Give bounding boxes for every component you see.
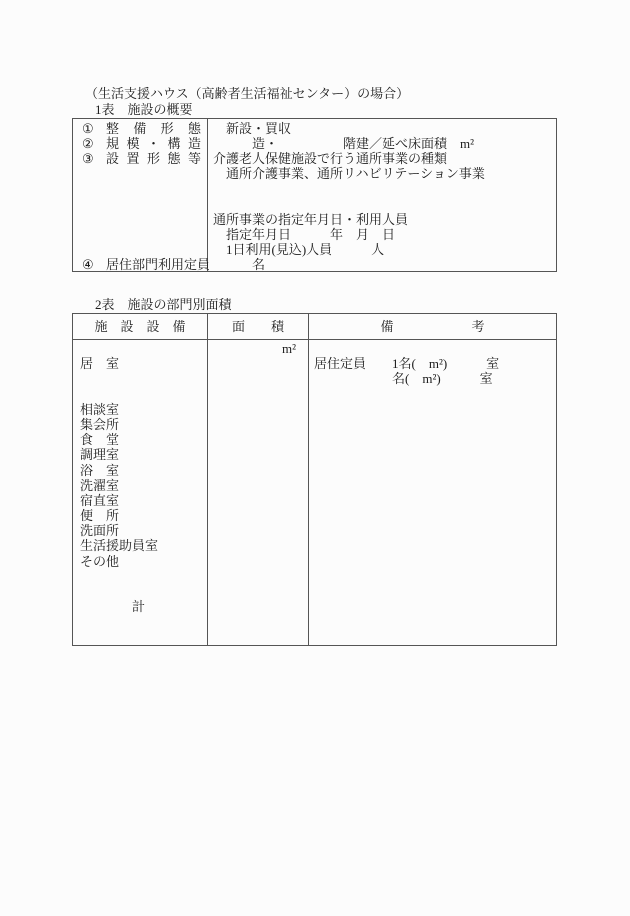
facility-line: 食 堂 — [80, 432, 120, 448]
remarks-line — [309, 584, 556, 599]
remarks-line — [309, 432, 556, 447]
circled-number: ① — [82, 121, 94, 136]
table1-value-line: 指定年月日 年 月 日 — [213, 226, 396, 242]
table2-caption: 2表 施設の部門別面積 — [95, 297, 232, 312]
facility-line: 浴 室 — [80, 462, 120, 478]
circled-number — [82, 166, 106, 181]
facility-line: その他 — [80, 553, 120, 569]
remarks-line — [309, 402, 556, 417]
table1-item-row — [73, 136, 207, 151]
facility-line: 便 所 — [80, 508, 120, 524]
facility-line — [80, 630, 207, 645]
remarks-line — [309, 599, 556, 614]
item-label: 規 模 ・ 構 造 — [106, 136, 201, 152]
facility-line — [80, 614, 207, 629]
item-label — [106, 166, 201, 181]
remarks-line — [309, 538, 556, 553]
remarks-line — [309, 630, 556, 645]
table1-item-row — [73, 212, 207, 227]
table2-remarks-column — [309, 340, 556, 645]
facility-line: 宿直室 — [80, 492, 120, 508]
table2-body — [73, 340, 556, 645]
circled-number — [82, 212, 106, 227]
facility-line: 調理室 — [80, 447, 120, 463]
facility-line: 洗面所 — [80, 523, 120, 539]
facility-line — [80, 569, 207, 584]
table1-item-row — [73, 227, 207, 242]
item-label — [106, 212, 201, 227]
table2-header-row — [73, 314, 556, 340]
document-title: （生活支援ハウス（高齢者生活福祉センター）の場合） — [85, 86, 410, 101]
table1-item-row — [73, 151, 207, 166]
circled-number — [82, 242, 106, 257]
facility-line: 洗濯室 — [80, 477, 120, 493]
remarks-line — [309, 508, 556, 523]
table1-value-line: 介護老人保健施設で行う通所事業の種類 — [213, 151, 448, 167]
table1-item-row — [73, 181, 207, 196]
remarks-line — [309, 478, 556, 493]
remarks-line — [309, 463, 556, 478]
table1-value-line: 新設・買収 — [213, 121, 292, 136]
remarks-line — [309, 417, 556, 432]
table1-caption: 1表 施設の概要 — [95, 102, 193, 117]
remarks-line — [309, 554, 556, 569]
facility-line — [80, 341, 207, 356]
circled-number — [82, 196, 106, 211]
item-label: 設 置 形 態 等 — [106, 151, 201, 167]
item-label — [106, 227, 201, 242]
remarks-line — [309, 493, 556, 508]
table1-item-row — [73, 166, 207, 181]
table1-value-column — [208, 119, 556, 271]
facility-line: 居 室 — [80, 356, 120, 372]
remarks-line — [309, 387, 556, 402]
circled-number: ③ — [82, 151, 94, 167]
remarks-line — [309, 614, 556, 629]
header-remarks: 備 考 — [380, 319, 485, 334]
item-label — [106, 242, 201, 257]
facility-line — [80, 371, 207, 386]
table1-facility-overview — [72, 118, 557, 272]
facility-line: 相談室 — [80, 401, 120, 417]
facility-total-line: 計 — [80, 599, 146, 615]
circled-number: ④ — [82, 256, 94, 272]
table1-item-row — [73, 121, 207, 136]
header-facility-equipment: 施 設 設 備 — [73, 314, 208, 339]
table1-value-line — [213, 196, 556, 211]
circled-number — [82, 181, 106, 196]
table2-area-column — [208, 340, 309, 645]
table1-value-line — [213, 181, 556, 196]
item-label: 整 備 形 態 — [106, 121, 201, 136]
table1-value-line: 名 — [213, 256, 266, 272]
facility-line: 集会所 — [80, 416, 120, 432]
remarks-line: 名( m²) 室 — [314, 371, 493, 387]
header-area: 面 積 — [208, 314, 309, 339]
table1-value-line: 通所介護事業、通所リハビリテーション事業 — [213, 166, 485, 182]
table2-facility-column — [73, 340, 208, 645]
table1-value-line: 通所事業の指定年月日・利用人員 — [213, 211, 409, 227]
remarks-line — [309, 523, 556, 538]
table1-item-column — [73, 119, 211, 272]
circled-number: ② — [82, 136, 94, 152]
table1-value-line: 造・ 階建／延べ床面積 m² — [213, 136, 475, 152]
item-label: 居住部門利用定員 — [106, 256, 211, 272]
table1-item-row — [73, 196, 207, 211]
facility-line: 生活援助員室 — [80, 538, 159, 554]
table2-department-area — [72, 313, 557, 646]
table1-value-line: 1日利用(見込)人員 人 — [213, 241, 385, 257]
item-label — [106, 196, 201, 211]
remarks-line — [309, 447, 556, 462]
item-label — [106, 181, 201, 196]
remarks-line — [309, 569, 556, 584]
table1-item-row — [73, 256, 211, 272]
area-unit-label: m² — [281, 341, 296, 356]
facility-line — [80, 584, 207, 599]
table1-item-row — [73, 242, 207, 257]
remarks-line — [309, 341, 556, 356]
facility-line — [80, 387, 207, 402]
circled-number — [82, 227, 106, 242]
remarks-line: 居住定員 1名( m²) 室 — [314, 356, 500, 372]
